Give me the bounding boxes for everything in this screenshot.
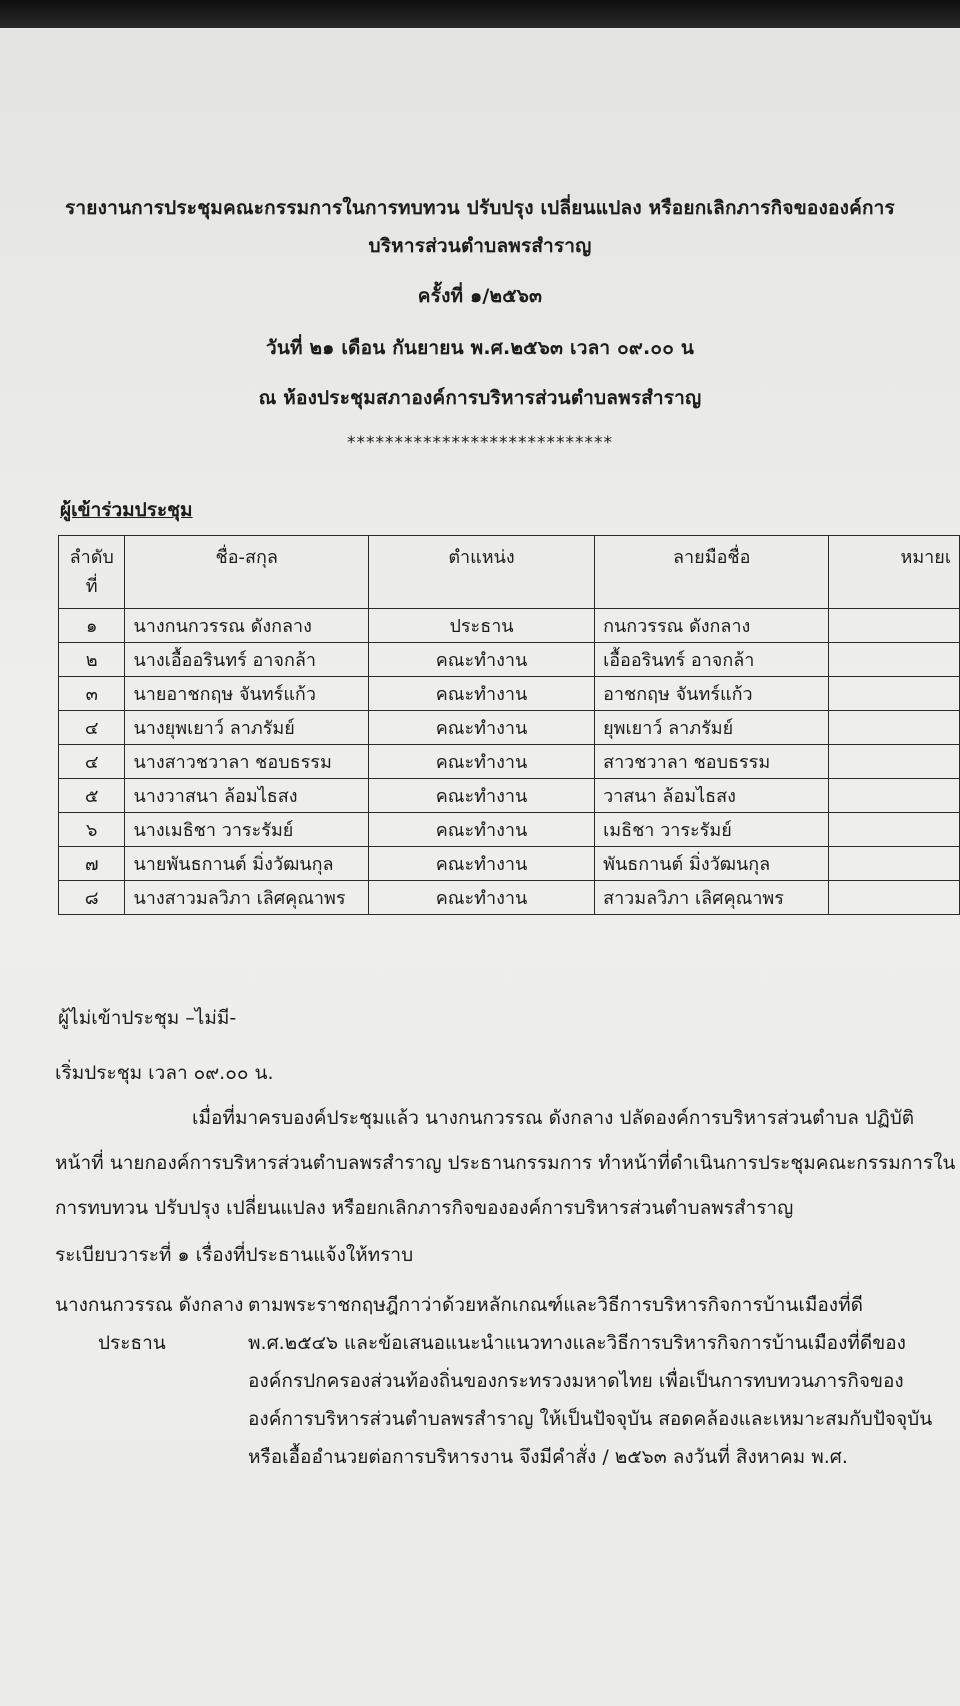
row-order: ๗ [59, 847, 125, 881]
meeting-datetime: วันที่ ๒๑ เดือน กันยายน พ.ศ.๒๕๖๓ เวลา ๐๙.๐๐ น [265, 337, 695, 359]
row-position: คณะทำงาน [369, 643, 595, 677]
attendees-table [58, 535, 960, 915]
column-header-order-line2: ที่ [85, 576, 98, 597]
document-page [0, 28, 960, 1706]
column-header-position: ตำแหน่ง [369, 536, 595, 609]
row-remark [829, 711, 960, 745]
column-header-name: ชื่อ-สกุล [125, 536, 369, 609]
row-name: นางสาวชวาลา ชอบธรรม [125, 745, 369, 779]
speaker-role: ประธาน [98, 1332, 166, 1354]
row-order: ๘ [59, 881, 125, 915]
row-position: คณะทำงาน [369, 677, 595, 711]
row-order: ๕ [59, 779, 125, 813]
table-row [59, 711, 960, 745]
statement-line3: องค์กรปกครองส่วนท้องถิ่นของกระทรวงมหาดไทย เพื่อเป็นการทบทวนภารกิจของ [248, 1370, 904, 1392]
column-header-order [59, 536, 125, 609]
table-row [59, 609, 960, 643]
row-signature: สาวมลวิภา เลิศคุณาพร [595, 881, 829, 915]
row-position: คณะทำงาน [369, 745, 595, 779]
table-row [59, 813, 960, 847]
row-name: นางยุพเยาว์ ลาภรัมย์ [125, 711, 369, 745]
row-name: นางสาวมลวิภา เลิศคุณาพร [125, 881, 369, 915]
row-order: ๔ [59, 711, 125, 745]
attendees-section-title: ผู้เข้าร่วมประชุม [60, 499, 193, 521]
row-name: นางวาสนา ล้อมไธสง [125, 779, 369, 813]
column-header-remark: หมายเ [829, 536, 960, 609]
meeting-start-line: เริ่มประชุม เวลา ๐๙.๐๐ น. [55, 1062, 274, 1084]
row-name: นายอาชกฤษ จันทร์แก้ว [125, 677, 369, 711]
opening-paragraph-line2: หน้าที่ นายกองค์การบริหารส่วนตำบลพรสำราญ ประธานกรรมการ ทำหน้าที่ดำเนินการประชุมคณะกรรมการใน [55, 1152, 956, 1174]
row-name: นางกนกวรรณ ดังกลาง [125, 609, 369, 643]
row-position: คณะทำงาน [369, 813, 595, 847]
table-row [59, 881, 960, 915]
opening-paragraph-line1: เมื่อที่มาครบองค์ประชุมแล้ว นางกนกวรรณ ดังกลาง ปลัดองค์การบริหารส่วนตำบล ปฏิบัติ [192, 1107, 915, 1129]
row-signature: กนกวรรณ ดังกลาง [595, 609, 829, 643]
row-position: คณะทำงาน [369, 779, 595, 813]
row-name: นางเอื้ออรินทร์ อาจกล้า [125, 643, 369, 677]
session-number: ครั้งที่ ๑/๒๕๖๓ [417, 285, 543, 307]
speaker-name: นางกนกวรรณ ดังกลาง [55, 1294, 244, 1316]
absent-line: ผู้ไม่เข้าประชุม –ไม่มี- [58, 1007, 237, 1029]
column-header-order-line1: ลำดับ [69, 547, 114, 568]
row-remark [829, 609, 960, 643]
photo-top-edge [0, 0, 960, 30]
row-order: ๖ [59, 813, 125, 847]
row-name: นางเมธิชา วาระรัมย์ [125, 813, 369, 847]
row-signature: เอื้ออรินทร์ อาจกล้า [595, 643, 829, 677]
report-title-line2: บริหารส่วนตำบลพรสำราญ [368, 235, 592, 257]
opening-paragraph-line3: การทบทวน ปรับปรุง เปลี่ยนแปลง หรือยกเลิกภารกิจขององค์การบริหารส่วนตำบลพรสำราญ [55, 1197, 794, 1219]
row-signature: พันธกานต์ มิ่งวัฒนกุล [595, 847, 829, 881]
table-row [59, 847, 960, 881]
column-header-signature: ลายมือชื่อ [595, 536, 829, 609]
row-remark [829, 745, 960, 779]
row-signature: อาชกฤษ จันทร์แก้ว [595, 677, 829, 711]
row-position: คณะทำงาน [369, 711, 595, 745]
row-remark [829, 643, 960, 677]
row-position: คณะทำงาน [369, 881, 595, 915]
statement-line5: หรือเอื้ออำนวยต่อการบริหารงาน จึงมีคำสั่ง / ๒๕๖๓ ลงวันที่ สิงหาคม พ.ศ. [248, 1446, 848, 1468]
statement-line2: พ.ศ.๒๕๔๖ และข้อเสนอแนะนำแนวทางและวิธีการบริหารกิจการบ้านเมืองที่ดีของ [248, 1332, 906, 1354]
row-remark [829, 813, 960, 847]
table-header-row [59, 536, 960, 609]
header-separator: **************************** [347, 433, 613, 453]
meeting-venue: ณ ห้องประชุมสภาองค์การบริหารส่วนตำบลพรสำราญ [258, 387, 702, 409]
row-remark [829, 779, 960, 813]
row-position: ประธาน [369, 609, 595, 643]
row-signature: เมธิชา วาระรัมย์ [595, 813, 829, 847]
row-signature: วาสนา ล้อมไธสง [595, 779, 829, 813]
agenda-item-1: ระเบียบวาระที่ ๑ เรื่องที่ประธานแจ้งให้ทราบ [55, 1244, 414, 1266]
row-position: คณะทำงาน [369, 847, 595, 881]
row-name: นายพันธกานต์ มิ่งวัฒนกุล [125, 847, 369, 881]
row-order: ๓ [59, 677, 125, 711]
row-order: ๒ [59, 643, 125, 677]
row-signature: สาวชวาลา ชอบธรรม [595, 745, 829, 779]
report-title-line1: รายงานการประชุมคณะกรรมการในการทบทวน ปรับปรุง เปลี่ยนแปลง หรือยกเลิกภารกิจขององค์การ [65, 197, 895, 219]
row-signature: ยุพเยาว์ ลาภรัมย์ [595, 711, 829, 745]
statement-line1: ตามพระราชกฤษฎีกาว่าด้วยหลักเกณฑ์และวิธีการบริหารกิจการบ้านเมืองที่ดี [248, 1294, 863, 1316]
table-row [59, 677, 960, 711]
table-row [59, 745, 960, 779]
statement-line4: องค์การบริหารส่วนตำบลพรสำราญ ให้เป็นปัจจุบัน สอดคล้องและเหมาะสมกับปัจจุบัน [248, 1408, 933, 1430]
row-remark [829, 847, 960, 881]
row-order: ๔ [59, 745, 125, 779]
row-remark [829, 881, 960, 915]
table-row [59, 779, 960, 813]
row-remark [829, 677, 960, 711]
table-row [59, 643, 960, 677]
row-order: ๑ [59, 609, 125, 643]
